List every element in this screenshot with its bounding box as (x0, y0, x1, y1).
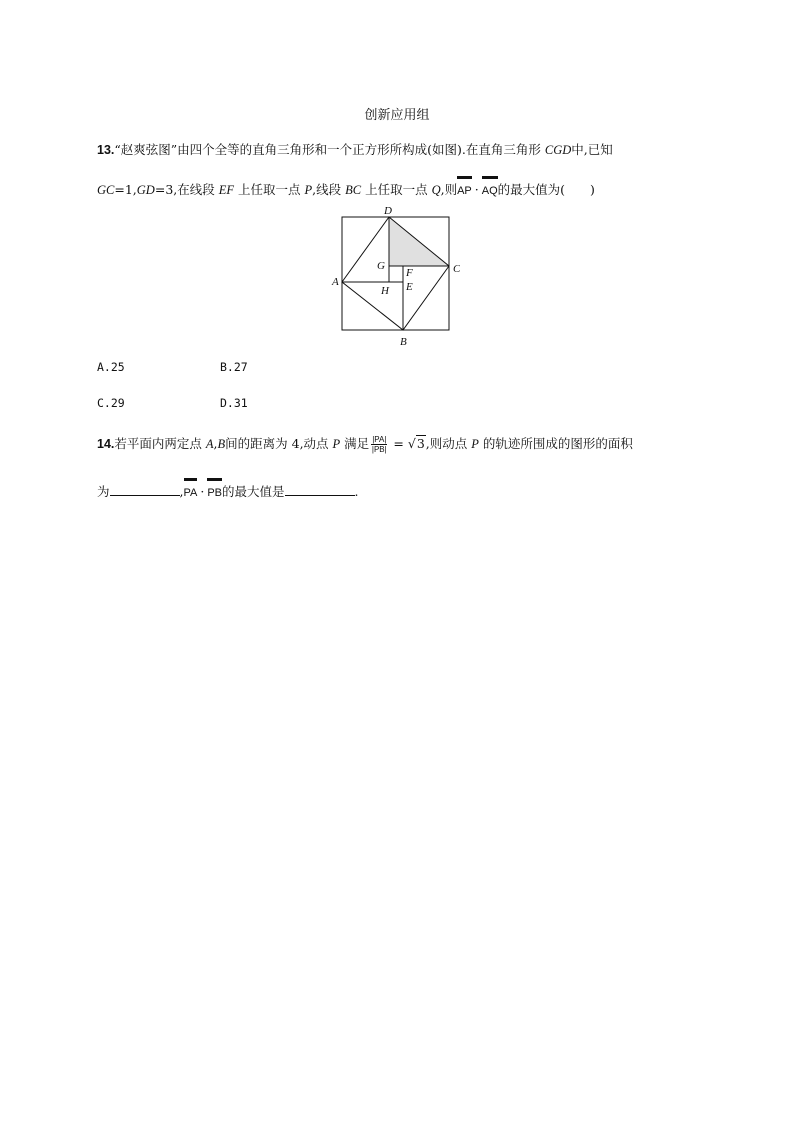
q14-b: B (217, 437, 226, 451)
q14-line2-mid: 的最大值是 (222, 484, 285, 499)
sqrt-expression: √3 (407, 436, 425, 451)
label-d: D (384, 205, 392, 217)
vector-pa: PA (184, 480, 198, 503)
q13-gd-val: =3,在线段 (154, 182, 215, 197)
answer-blank-2[interactable] (285, 483, 355, 496)
option-d[interactable]: D.31 (220, 396, 248, 410)
dot-product-symbol-2: · (200, 484, 205, 499)
option-c[interactable]: C.29 (97, 396, 125, 410)
q13-line-1 (97, 140, 613, 160)
q14-line2-end: . (354, 484, 359, 499)
vector-aq: AQ (482, 178, 498, 201)
sqrt-radicand: 3 (416, 436, 425, 451)
label-h: H (381, 285, 389, 297)
q14-text1: 若平面内两定点 (114, 436, 202, 451)
q13-q: Q (431, 183, 441, 197)
q13-gc: GC (97, 183, 115, 197)
q13-number: 13. (97, 143, 115, 157)
q14-p2: P (471, 437, 479, 451)
q14-comma2: , (179, 484, 184, 499)
option-b[interactable]: B.27 (220, 360, 248, 374)
q14-comma: , (213, 436, 218, 451)
q13-end: 的最大值为( ) (497, 182, 595, 197)
fraction-denominator: |PB| (371, 445, 387, 454)
q14-text4: ,则动点 (425, 436, 468, 451)
label-a: A (332, 276, 339, 288)
q14-text5: 的轨迹所围成的图形的面积 (482, 436, 633, 451)
answer-blank-1[interactable] (110, 483, 180, 496)
label-b: B (400, 336, 407, 348)
label-g: G (377, 260, 385, 272)
fraction-numerator: |PA| (372, 435, 387, 444)
q13-cgd: CGD (544, 143, 572, 157)
q14-text2: 间的距离为 4,动点 (225, 436, 329, 451)
q13-text: “赵爽弦图”由四个全等的直角三角形和一个正方形所构成(如图).在直角三角形 (114, 142, 541, 157)
dot-product-symbol: · (474, 182, 479, 197)
label-f: F (406, 267, 413, 279)
equals-sign: = (393, 436, 404, 451)
q13-ef: EF (218, 183, 235, 197)
zhao-shuang-figure (330, 200, 460, 350)
q14-line-1 (97, 434, 633, 454)
q14-line2-start: 为 (97, 484, 110, 499)
vector-pb: PB (207, 480, 222, 503)
label-e: E (406, 281, 413, 293)
q13-gd: GD (136, 183, 155, 197)
q14-text3: 满足 (344, 436, 370, 451)
q13-bc: BC (345, 183, 362, 197)
q13-mid3: 上任取一点 (365, 182, 428, 197)
q13-p: P (304, 183, 313, 197)
q13-text-end: 中,已知 (571, 142, 613, 157)
q14-line-2 (97, 480, 359, 503)
q13-mid2: ,线段 (312, 182, 342, 197)
q14-a: A (205, 437, 214, 451)
q13-line-2 (97, 178, 595, 201)
q14-number: 14. (97, 437, 115, 451)
label-c: C (453, 263, 460, 275)
q14-p: P (332, 437, 341, 451)
q13-mid1: 上任取一点 (238, 182, 301, 197)
q13-mid4: ,则 (440, 182, 458, 197)
option-a[interactable]: A.25 (97, 360, 125, 374)
q13-gc-val: =1, (114, 182, 137, 197)
vector-ap: AP (457, 178, 472, 201)
section-title: 创新应用组 (364, 108, 430, 123)
ratio-fraction (371, 435, 387, 454)
